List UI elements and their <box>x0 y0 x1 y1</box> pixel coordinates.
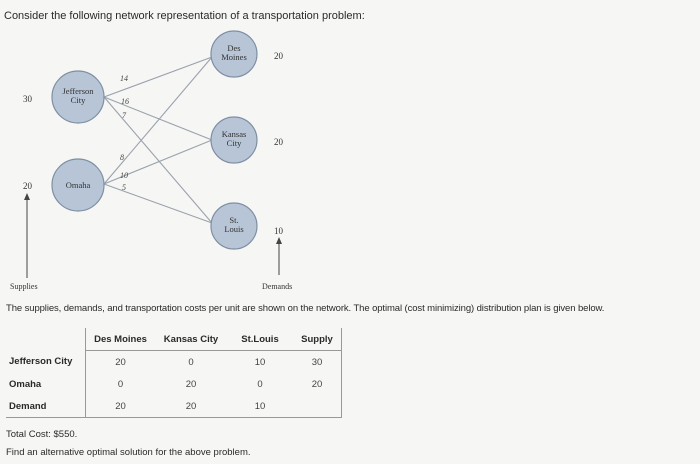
distribution-plan-table <box>6 328 342 418</box>
node-kansas-city-line2: City <box>226 138 242 148</box>
table-cell: 20 <box>115 356 126 368</box>
node-st-louis <box>211 203 257 249</box>
table-cell: 20 <box>311 378 323 390</box>
table-cell: 0 <box>257 378 263 390</box>
intro-text: Consider the following network representation of a transportation problem: <box>4 10 365 22</box>
table-corner-cell <box>6 328 86 351</box>
table-header-st-louis: St.Louis <box>227 328 293 351</box>
supply-arrowhead <box>24 193 30 200</box>
cost-om-dm: 8 <box>120 153 124 162</box>
node-st-louis-line2: Louis <box>224 224 244 234</box>
node-kansas-city-line1: Kansas <box>221 129 247 139</box>
supply-omaha: 20 <box>23 181 32 191</box>
node-st-louis-line1: St. <box>229 215 239 225</box>
table-cell: 10 <box>254 356 266 368</box>
node-jefferson-city-line1: Jefferson <box>62 86 94 96</box>
node-des-moines-line2: Moines <box>221 52 247 62</box>
node-omaha <box>52 159 104 211</box>
demands-label: Demands <box>262 282 293 291</box>
node-des-moines <box>211 31 257 77</box>
node-kansas-city <box>211 117 257 163</box>
table-cell: 20 <box>86 395 156 418</box>
table-row <box>6 351 342 374</box>
supply-jefferson-city: 30 <box>23 94 32 104</box>
node-jefferson-city-line2: City <box>70 95 86 105</box>
table-header-kansas-city: Kansas City <box>155 328 227 351</box>
demand-kansas-city: 20 <box>274 137 283 147</box>
table-cell: 0 <box>117 378 124 390</box>
table-header-row <box>6 328 342 351</box>
node-omaha-label: Omaha <box>65 180 91 190</box>
cost-jc-sl: 7 <box>122 111 126 120</box>
table-row <box>6 395 342 418</box>
cost-om-kc: 10 <box>120 171 128 180</box>
cost-jc-kc: 16 <box>121 97 129 106</box>
row-label-omaha: Omaha <box>6 373 86 395</box>
cost-jc-dm: 14 <box>120 74 128 83</box>
table-header-supply: Supply <box>293 328 342 351</box>
node-jefferson-city <box>52 71 104 123</box>
table-header-des-moines: Des Moines <box>86 328 156 351</box>
table-cell: 10 <box>227 395 293 418</box>
table-cell <box>293 395 342 418</box>
supplies-label: Supplies <box>10 282 38 291</box>
row-label-jefferson-city: Jefferson City <box>6 351 86 374</box>
cost-om-sl: 5 <box>122 183 126 192</box>
total-cost-text: Total Cost: $550. <box>6 429 78 440</box>
table-cell: 20 <box>185 378 197 390</box>
table-cell: 30 <box>311 356 323 368</box>
network-diagram <box>0 30 700 295</box>
question-text: Find an alternative optimal solution for the above problem. <box>6 447 251 458</box>
demand-st-louis: 10 <box>274 226 283 236</box>
demand-des-moines: 20 <box>274 51 283 61</box>
table-cell: 0 <box>188 356 194 368</box>
demand-arrowhead <box>276 237 282 244</box>
node-des-moines-line1: Des <box>227 43 241 53</box>
table-cell: 20 <box>155 395 227 418</box>
table-row <box>6 373 342 395</box>
row-label-demand: Demand <box>6 395 86 418</box>
description-text: The supplies, demands, and transportation costs per unit are shown on the network. The optimal (cost minimizing) distribution plan is given below. <box>6 303 605 314</box>
